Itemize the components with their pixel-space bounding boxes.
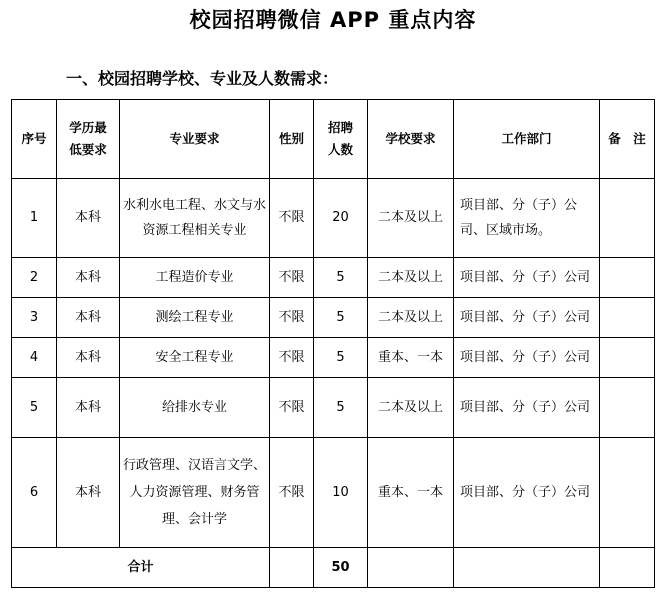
cell-major: 工程造价专业	[120, 258, 270, 298]
cell-no: 4	[12, 338, 57, 378]
table-row	[12, 298, 655, 338]
cell-no: 1	[12, 179, 57, 258]
header-school: 学校要求	[368, 100, 454, 179]
cell-department: 项目部、分（子）公司	[454, 438, 600, 548]
cell-no: 5	[12, 378, 57, 438]
cell-gender: 不限	[270, 338, 314, 378]
cell-school: 二本及以上	[368, 258, 454, 298]
header-count	[314, 100, 368, 179]
cell-major: 行政管理、汉语言文学、人力资源管理、财务管理、会计学	[120, 438, 270, 548]
header-count-line2: 人数	[327, 142, 353, 157]
table-row	[12, 258, 655, 298]
header-education-line1: 学历最	[69, 120, 107, 135]
cell-count: 10	[314, 438, 368, 548]
table-row	[12, 438, 655, 548]
header-remark: 备 注	[600, 100, 655, 179]
cell-no: 2	[12, 258, 57, 298]
header-no: 序号	[12, 100, 57, 179]
total-empty-cell	[270, 548, 314, 588]
cell-count: 5	[314, 258, 368, 298]
cell-department: 项目部、分（子）公司	[454, 258, 600, 298]
table-row	[12, 338, 655, 378]
cell-school: 二本及以上	[368, 179, 454, 258]
cell-department: 项目部、分（子）公司、区域市场。	[454, 179, 600, 258]
total-row	[12, 548, 655, 588]
cell-remark	[600, 378, 655, 438]
section-heading: 一、校园招聘学校、专业及人数需求：	[66, 69, 339, 88]
cell-education: 本科	[57, 338, 120, 378]
cell-education: 本科	[57, 298, 120, 338]
total-count: 50	[314, 548, 368, 588]
table-row	[12, 378, 655, 438]
cell-count: 20	[314, 179, 368, 258]
cell-remark	[600, 438, 655, 548]
cell-school: 二本及以上	[368, 298, 454, 338]
total-empty-cell	[454, 548, 600, 588]
total-empty-cell	[368, 548, 454, 588]
cell-major: 水利水电工程、水文与水资源工程相关专业	[120, 179, 270, 258]
recruitment-table	[11, 99, 655, 588]
cell-education: 本科	[57, 378, 120, 438]
table-row	[12, 179, 655, 258]
cell-education: 本科	[57, 179, 120, 258]
header-education	[57, 100, 120, 179]
header-gender: 性别	[270, 100, 314, 179]
cell-school: 重本、一本	[368, 438, 454, 548]
cell-gender: 不限	[270, 179, 314, 258]
header-count-line1: 招聘	[327, 120, 353, 135]
cell-school: 重本、一本	[368, 338, 454, 378]
cell-gender: 不限	[270, 298, 314, 338]
cell-major: 安全工程专业	[120, 338, 270, 378]
page-title: 校园招聘微信 APP 重点内容	[189, 8, 477, 32]
cell-no: 3	[12, 298, 57, 338]
cell-count: 5	[314, 338, 368, 378]
cell-gender: 不限	[270, 378, 314, 438]
cell-no: 6	[12, 438, 57, 548]
cell-count: 5	[314, 378, 368, 438]
cell-gender: 不限	[270, 258, 314, 298]
cell-education: 本科	[57, 438, 120, 548]
cell-department: 项目部、分（子）公司	[454, 298, 600, 338]
cell-department: 项目部、分（子）公司	[454, 378, 600, 438]
cell-education: 本科	[57, 258, 120, 298]
cell-gender: 不限	[270, 438, 314, 548]
header-row	[12, 100, 655, 179]
header-department: 工作部门	[454, 100, 600, 179]
cell-remark	[600, 338, 655, 378]
header-education-line2: 低要求	[69, 142, 107, 157]
cell-remark	[600, 179, 655, 258]
total-label: 合计	[12, 548, 270, 588]
header-major: 专业要求	[120, 100, 270, 179]
cell-major: 测绘工程专业	[120, 298, 270, 338]
total-empty-cell	[600, 548, 655, 588]
cell-remark	[600, 298, 655, 338]
cell-count: 5	[314, 298, 368, 338]
cell-major: 给排水专业	[120, 378, 270, 438]
cell-department: 项目部、分（子）公司	[454, 338, 600, 378]
cell-school: 二本及以上	[368, 378, 454, 438]
cell-remark	[600, 258, 655, 298]
